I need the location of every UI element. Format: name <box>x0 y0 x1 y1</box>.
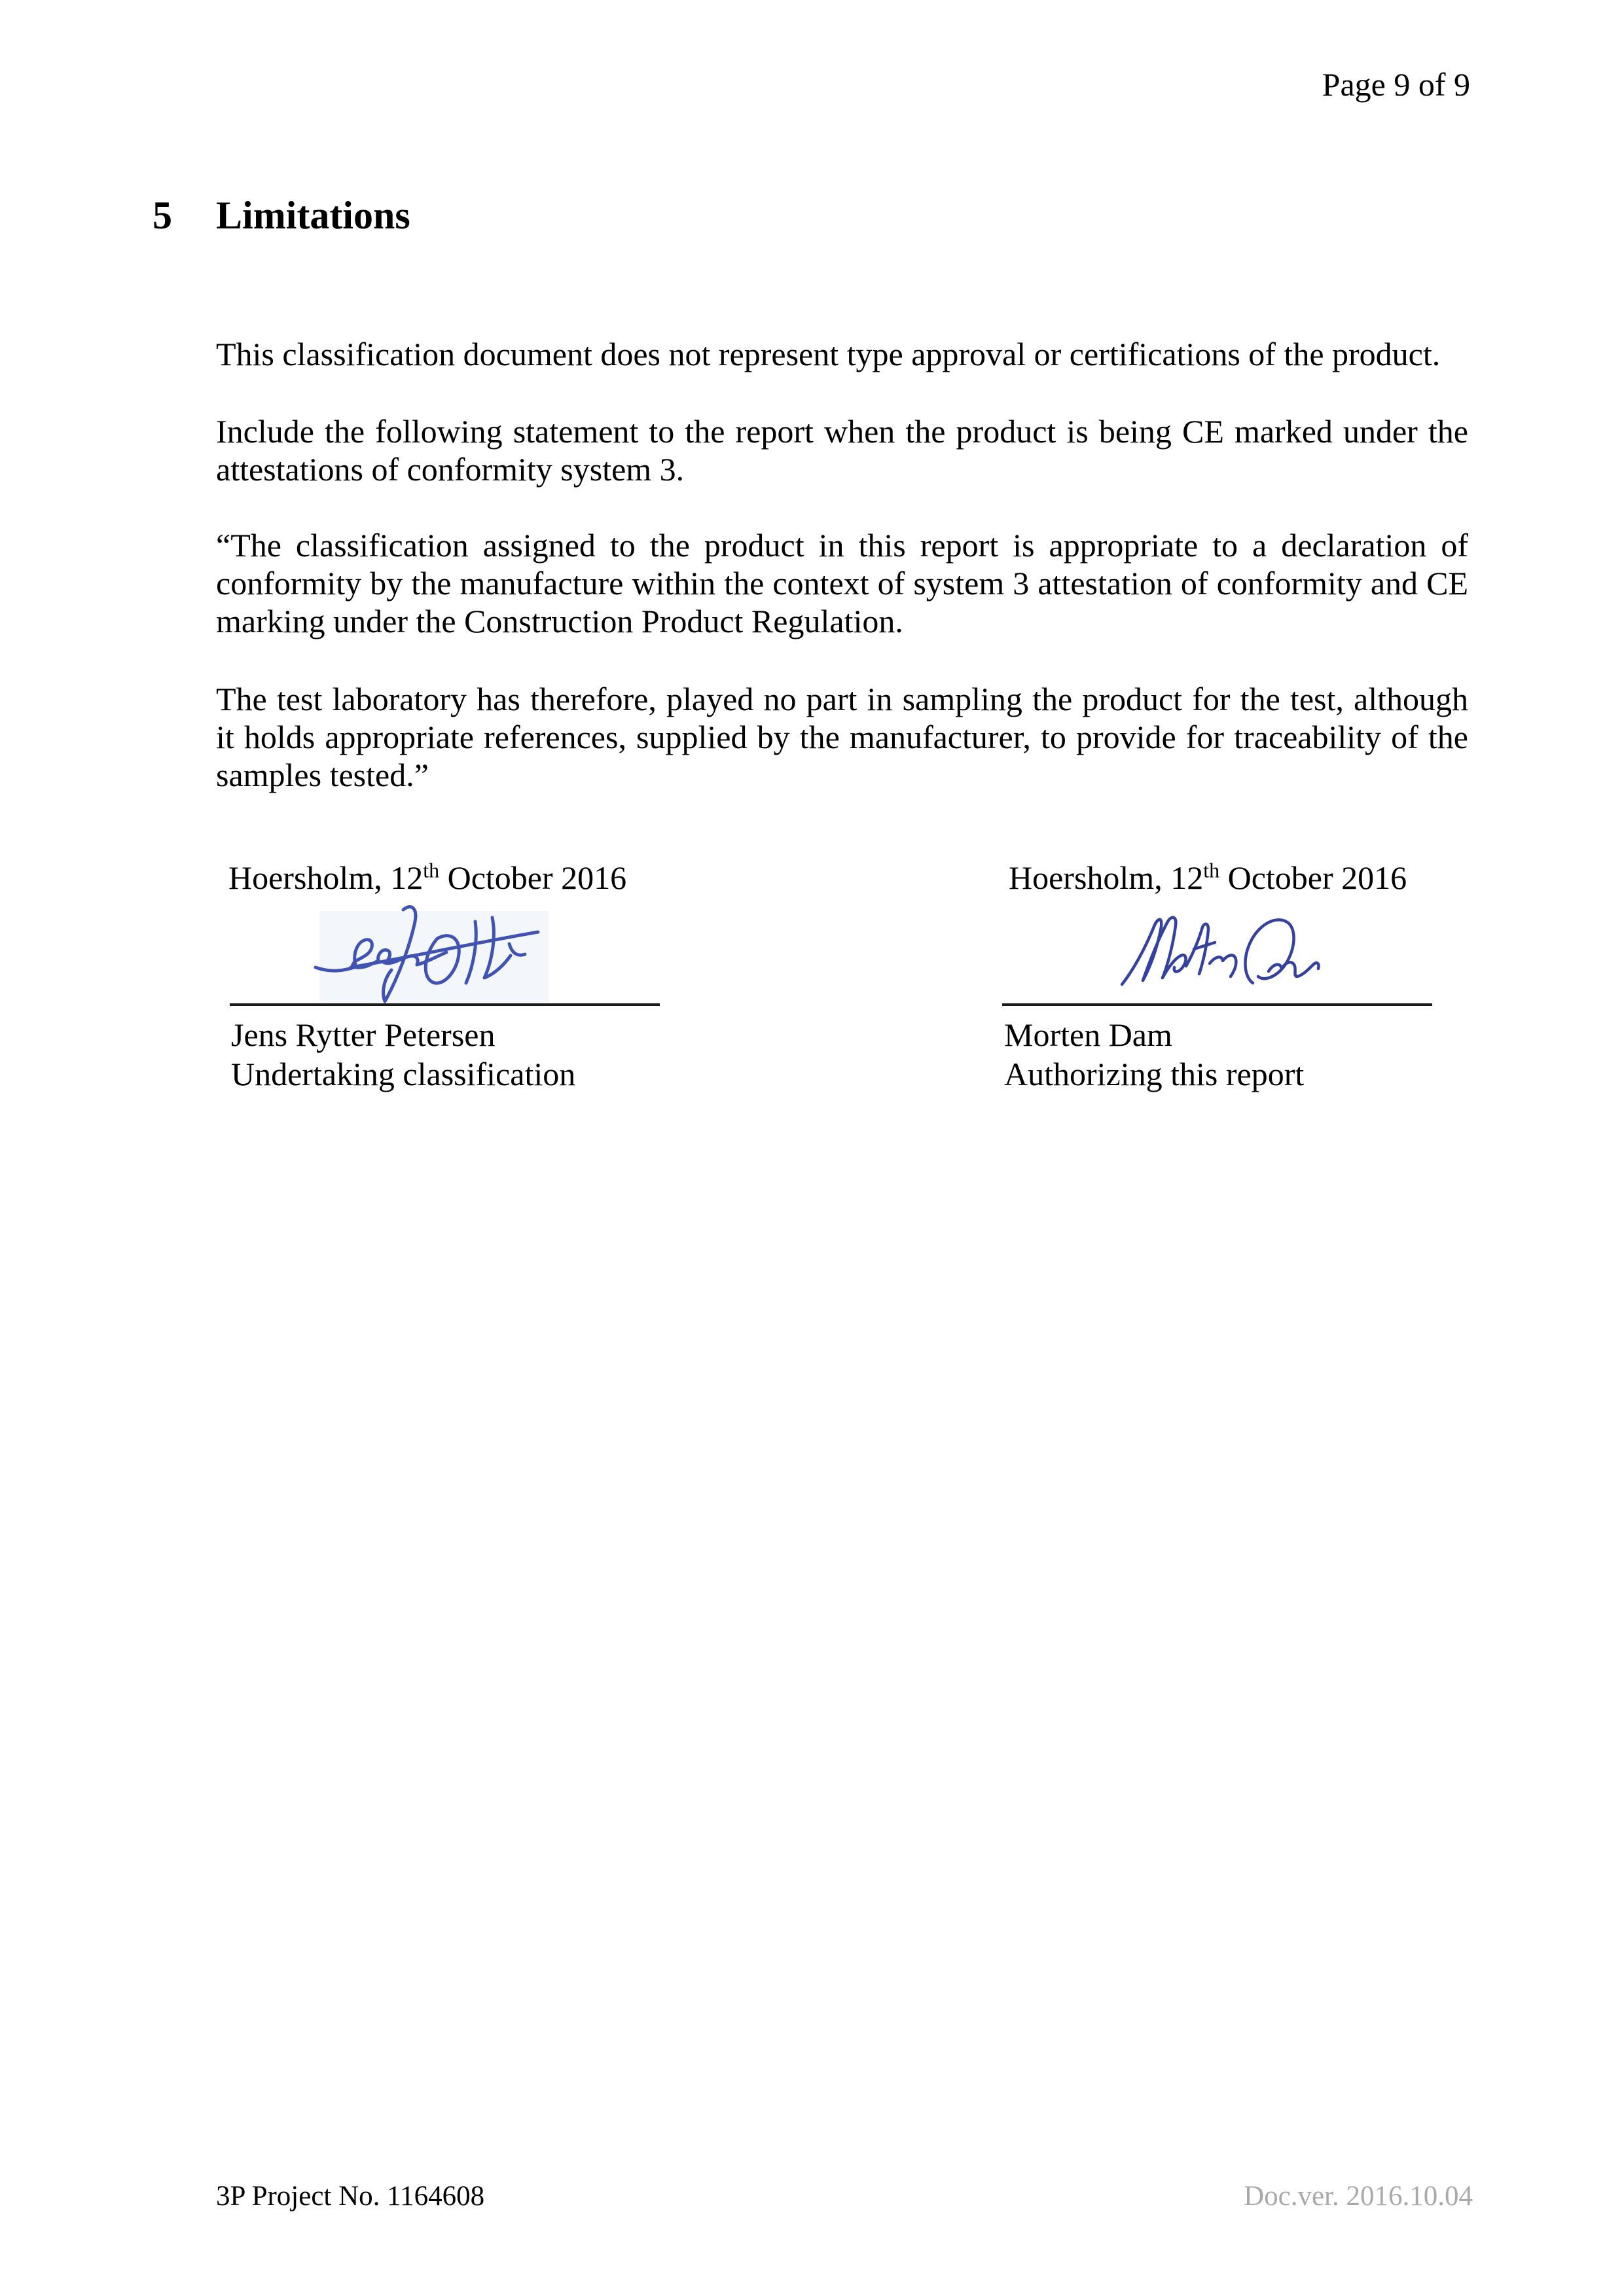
paragraph-no-type-approval: This classification document does not represent type approval or certifications of the product. <box>216 336 1441 372</box>
date-right-suffix: October 2016 <box>1219 859 1407 896</box>
signature-line-left <box>230 1003 660 1006</box>
date-location-right <box>1009 859 1407 897</box>
handwritten-signature-morten-dam <box>1113 911 1329 995</box>
paragraph-include-statement: Include the following statement to the report when the product is being CE marked under the attestations of conformity system 3. <box>216 413 1468 488</box>
paragraph-classification-quote: “The classification assigned to the product in this report is appropriate to a declaration of conformity by the manufacture within the context of system 3 attestation of conformity and CE marking under the Construction Product Regulation. <box>216 527 1468 639</box>
date-left-ordinal: th <box>423 858 440 882</box>
signatory-role-left: Undertaking classification <box>231 1056 576 1092</box>
footer-project-number: 3P Project No. 1164608 <box>216 2181 485 2212</box>
footer-doc-version: Doc.ver. 2016.10.04 <box>1244 2181 1473 2212</box>
handwritten-signature-jens-rytter-petersen <box>306 902 555 1005</box>
date-location-left <box>228 859 626 897</box>
signatory-name-right: Morten Dam <box>1004 1016 1172 1053</box>
section-number: 5 <box>153 194 172 237</box>
date-left-suffix: October 2016 <box>439 859 627 896</box>
section-title: Limitations <box>216 194 410 237</box>
signatory-name-left: Jens Rytter Petersen <box>231 1016 496 1053</box>
date-right-prefix: Hoersholm, 12 <box>1009 859 1204 896</box>
date-right-ordinal: th <box>1203 858 1220 882</box>
date-left-prefix: Hoersholm, 12 <box>228 859 424 896</box>
paragraph-test-laboratory: The test laboratory has therefore, played no part in sampling the product for the test, although it holds appropriate references, supplied by the manufacturer, to provide for traceability of the samples tested.” <box>216 681 1468 793</box>
page-number: Page 9 of 9 <box>1322 66 1470 103</box>
signature-line-right <box>1002 1003 1432 1006</box>
signatory-role-right: Authorizing this report <box>1004 1056 1305 1092</box>
